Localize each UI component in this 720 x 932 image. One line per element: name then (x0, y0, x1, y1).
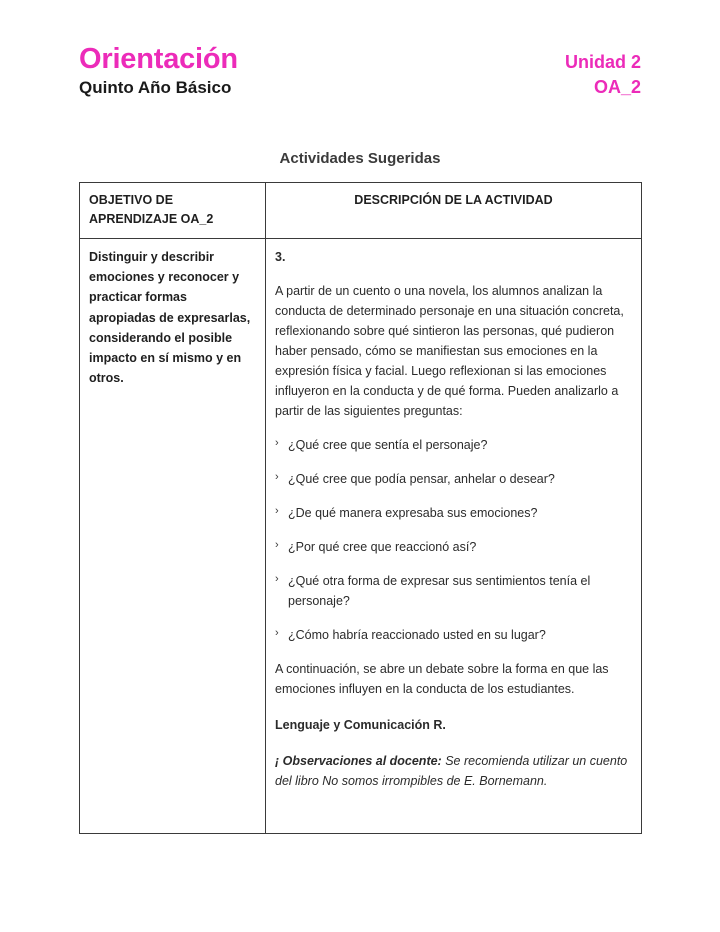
list-item (275, 435, 632, 455)
question-list (275, 435, 632, 645)
question-text: ¿Cómo habría reaccionado usted en su lugar? (288, 627, 546, 642)
chevron-right-icon: › (275, 626, 279, 639)
teacher-note-label: ¡ Observaciones al docente: (275, 753, 442, 768)
list-item (275, 503, 632, 523)
description-cell (266, 238, 642, 833)
list-item (275, 571, 632, 611)
unit-label: Unidad 2 (564, 52, 641, 72)
subject-reference: Lenguaje y Comunicación R. (275, 717, 446, 732)
learning-objective-code: OA_2 (593, 76, 641, 97)
activity-number: 3. (275, 249, 286, 264)
subject-title: Orientación (79, 43, 238, 75)
teacher-note (275, 751, 632, 791)
objective-cell: Distinguir y describir emociones y reconocer y practicar formas apropiadas de expresarlas, considerando el posible impacto en sí mismo y en otros. (80, 238, 266, 833)
header-left-group (79, 44, 238, 99)
activity-intro-paragraph: A partir de un cuento o una novela, los alumnos analizan la conducta de determinado personaje en una situación concreta, reflexionando sobre qué sintieron las personas, qué pudieron haber pensado, cómo se manifiestan sus emociones en la expresión física y facial. Luego reflexionan si las emociones influyeron en la conducta y de qué forma. Pueden analizarlo a partir de las siguientes preguntas: (275, 283, 624, 418)
question-text: ¿Qué otra forma de expresar sus sentimientos tenía el personaje? (288, 573, 591, 608)
activity-closing-paragraph: A continuación, se abre un debate sobre la forma en que las emociones influyen en la conducta de los estudiantes. (275, 661, 609, 696)
chevron-right-icon: › (275, 504, 279, 517)
table-header-row (80, 183, 642, 239)
table-row (80, 238, 642, 833)
question-text: ¿Qué cree que podía pensar, anhelar o desear? (288, 471, 555, 486)
activities-table (79, 182, 642, 834)
list-item (275, 625, 632, 645)
question-text: ¿Qué cree que sentía el personaje? (288, 437, 488, 452)
chevron-right-icon: › (275, 538, 279, 551)
chevron-right-icon: › (275, 470, 279, 483)
column-header-objective: OBJETIVO DE APRENDIZAJE OA_2 (80, 183, 266, 239)
question-text: ¿Por qué cree que reaccionó así? (288, 539, 477, 554)
list-item (275, 469, 632, 489)
chevron-right-icon: › (275, 572, 279, 585)
question-text: ¿De qué manera expresaba sus emociones? (288, 505, 538, 520)
chevron-right-icon: › (275, 436, 279, 449)
column-header-description: DESCRIPCIÓN DE LA ACTIVIDAD (266, 183, 642, 239)
grade-level-title: Quinto Año Básico (79, 78, 232, 98)
teacher-note-text: Se recomienda utilizar un cuento del libro No somos irrompibles de E. Bornemann. (275, 753, 628, 788)
header-right-group (565, 44, 641, 100)
section-title: Actividades Sugeridas (279, 150, 441, 167)
document-header (79, 44, 641, 100)
list-item (275, 537, 632, 557)
